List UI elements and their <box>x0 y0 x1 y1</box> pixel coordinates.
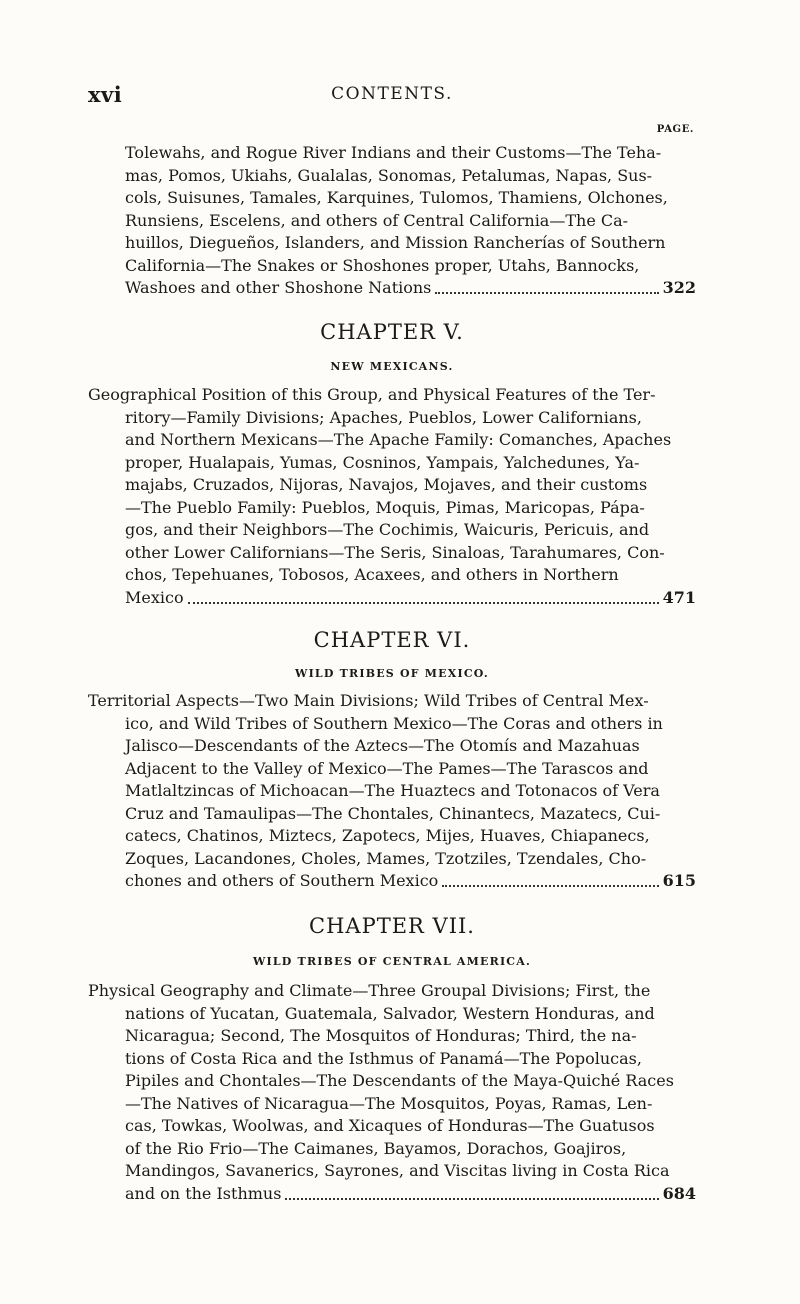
entry-line: Geographical Position of this Group, and Physical Features of the Ter- <box>88 385 656 404</box>
entry-line: ritory—Family Divisions; Apaches, Pueblos, Lower Californians, <box>125 407 642 427</box>
entry-line: majabs, Cruzados, Nijoras, Navajos, Mojaves, and their customs <box>125 475 648 494</box>
dot-leader <box>285 1198 658 1200</box>
entry-line: cols, Suisunes, Tamales, Karquines, Tulomos, Thamiens, Olchones, <box>125 188 668 207</box>
page-number: 322 <box>662 278 696 297</box>
entry-line: Pipiles and Chontales—The Descendants of the Maya-Quiché Races <box>125 1071 674 1090</box>
chapter-heading: CHAPTER VII. <box>309 914 475 938</box>
entry-line: other Lower Californians—The Seris, Sinaloas, Tarahumares, Con- <box>125 542 665 562</box>
entry-line: Adjacent to the Valley of Mexico—The Pames—The Tarascos and <box>125 758 649 778</box>
contents-entry <box>88 384 696 609</box>
entry-line: chones and others of Southern Mexico <box>125 871 439 890</box>
entry-line: Nicaragua; Second, The Mosquitos of Honduras; Third, the na- <box>125 1026 637 1045</box>
entry-line: California—The Snakes or Shoshones proper, Utahs, Bannocks, <box>125 255 640 275</box>
entry-line: cas, Towkas, Woolwas, and Xicaques of Honduras—The Guatusos <box>125 1116 655 1135</box>
page-number: 615 <box>662 871 696 890</box>
entry-line: Territorial Aspects—Two Main Divisions; Wild Tribes of Central Mex- <box>88 691 649 710</box>
contents-entry <box>88 690 696 893</box>
entry-last-line <box>88 870 696 893</box>
entry-line: mas, Pomos, Ukiahs, Gualalas, Sonomas, Petalumas, Napas, Sus- <box>125 165 653 185</box>
entry-line: of the Rio Frio—The Caimanes, Bayamos, Dorachos, Goajiros, <box>125 1138 627 1158</box>
chapter-subtitle: NEW MEXICANS. <box>330 360 454 373</box>
running-head <box>88 82 696 108</box>
dot-leader <box>188 602 659 604</box>
entry-line: Mexico <box>125 587 184 607</box>
entry-line: and on the Isthmus <box>125 1183 282 1203</box>
entry-line: ico, and Wild Tribes of Southern Mexico—The Coras and others in <box>125 713 663 733</box>
entry-line: and Northern Mexicans—The Apache Family: Comanches, Apaches <box>125 430 672 449</box>
entry-last-line <box>88 277 696 300</box>
dot-leader <box>435 292 658 294</box>
entry-last-line <box>88 1183 696 1206</box>
entry-line: —The Pueblo Family: Pueblos, Moquis, Pimas, Maricopas, Pápa- <box>125 497 645 517</box>
page-column-label: PAGE. <box>656 124 694 135</box>
entry-line: Jalisco—Descendants of the Aztecs—The Otomís and Mazahuas <box>125 736 640 755</box>
entry-line: gos, and their Neighbors—The Cochimis, Waicuris, Pericuis, and <box>125 520 650 539</box>
contents-entry <box>88 980 696 1205</box>
chapter-heading: CHAPTER VI. <box>313 628 471 652</box>
entry-last-line <box>88 587 696 610</box>
entry-line: Mandingos, Savanerics, Sayrones, and Viscitas living in Costa Rica <box>125 1161 670 1180</box>
entry-line: huillos, Diegueños, Islanders, and Mission Rancherías of Southern <box>125 233 666 252</box>
entry-line: Zoques, Lacandones, Choles, Mames, Tzotziles, Tzendales, Cho- <box>125 848 647 868</box>
entry-line: Runsiens, Escelens, and others of Central California—The Ca- <box>125 210 629 230</box>
entry-line: Washoes and other Shoshone Nations <box>125 278 432 297</box>
entry-line: chos, Tepehuanes, Tobosos, Acaxees, and others in Northern <box>125 565 619 584</box>
entry-line: Physical Geography and Climate—Three Groupal Divisions; First, the <box>88 981 651 1000</box>
entry-line: Matlaltzincas of Michoacan—The Huaztecs and Totonacos of Vera <box>125 781 660 800</box>
page-number: 684 <box>662 1183 696 1203</box>
chapter-subtitle: WILD TRIBES OF CENTRAL AMERICA. <box>252 955 532 968</box>
entry-line: —The Natives of Nicaragua—The Mosquitos, Poyas, Ramas, Len- <box>125 1093 653 1113</box>
entry-line: Cruz and Tamaulipas—The Chontales, Chinantecs, Mazatecs, Cui- <box>125 803 661 823</box>
contents-entry-continued <box>88 142 696 300</box>
entry-line: catecs, Chatinos, Miztecs, Zapotecs, Mijes, Huaves, Chiapanecs, <box>125 826 650 845</box>
entry-line: nations of Yucatan, Guatemala, Salvador, Western Honduras, and <box>125 1003 655 1023</box>
entry-line: proper, Hualapais, Yumas, Cosninos, Yampais, Yalchedunes, Ya- <box>125 452 640 472</box>
entry-line: tions of Costa Rica and the Isthmus of Panamá—The Popolucas, <box>125 1048 642 1068</box>
entry-line: Tolewahs, and Rogue River Indians and their Customs—The Teha- <box>125 143 662 162</box>
chapter-heading: CHAPTER V. <box>320 320 464 344</box>
running-title: CONTENTS. <box>331 84 453 104</box>
dot-leader <box>442 885 658 887</box>
chapter-subtitle: WILD TRIBES OF MEXICO. <box>295 667 489 680</box>
page-folio: xvi <box>88 82 123 107</box>
page-number: 471 <box>662 587 696 607</box>
